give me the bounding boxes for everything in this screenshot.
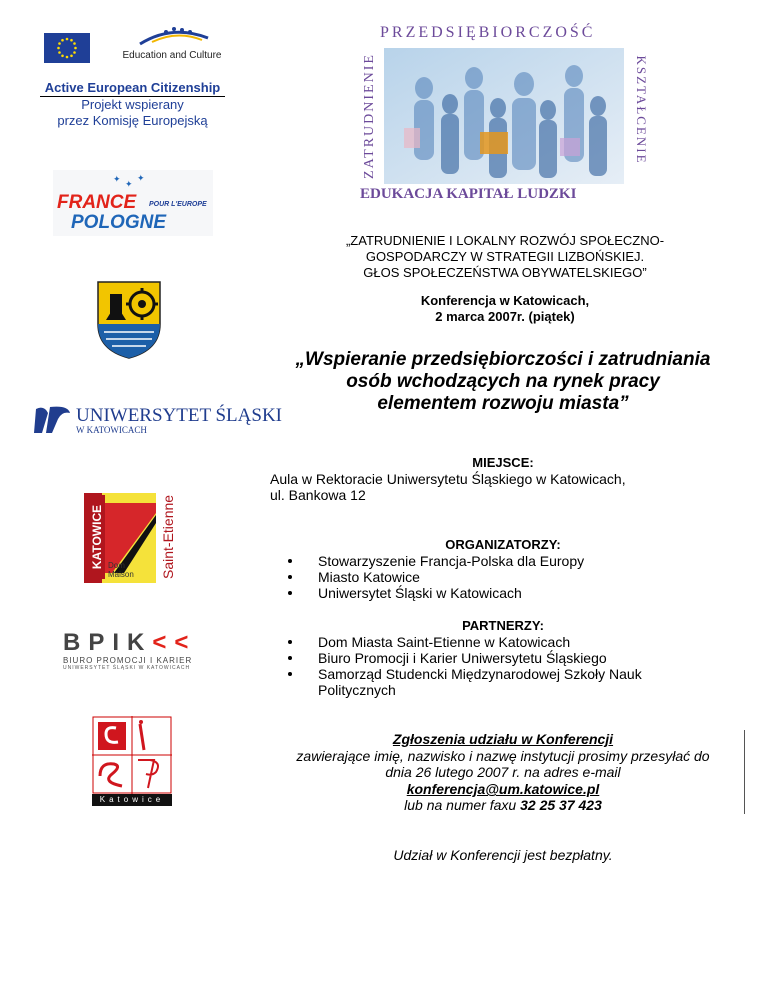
list-item (272, 569, 732, 585)
bullet-icon (288, 640, 292, 644)
katowice-crest-icon (96, 280, 162, 360)
eu-flag-logo (44, 33, 90, 63)
bullet-icon (288, 575, 292, 579)
crowd-illustration (384, 48, 624, 184)
eu-support-line: Projekt wspierany (81, 97, 184, 112)
active-european-citizenship-title: Active European Citizenship (40, 80, 225, 97)
registration-instructions (262, 748, 744, 780)
partners-list (272, 634, 702, 698)
dom-maison-text (108, 561, 134, 579)
conference-program-title (290, 233, 720, 281)
katowice-crest-logo (96, 280, 162, 360)
education-culture-caption: Education and Culture (122, 50, 222, 61)
poster-top-word: PRZEDSIĘBIORCZOŚĆ (380, 24, 596, 41)
kapital-ludzki-poster (360, 22, 648, 204)
dom-saint-etienne-logo (84, 493, 188, 583)
place-street: ul. Bankowa 12 (270, 487, 366, 503)
place-venue: Aula w Rektoracie Uniwersytetu Śląskiego w Katowicach, (270, 471, 626, 487)
bird-icon: ✦ (113, 174, 121, 184)
fax-number: 32 25 37 423 (520, 797, 602, 813)
pologne-text: POLOGNE (71, 212, 167, 233)
conference-location-line: Konferencja w Katowicach, (420, 293, 590, 308)
bpik-subtitle: BIURO PROMOCJI I KARIER (63, 656, 193, 665)
eu-support-note (40, 97, 225, 129)
pour-europe-text: POUR L'EUROPE (149, 201, 207, 208)
uniwersytet-slaski-logo (32, 403, 283, 437)
partner-name: Biuro Promocji i Karier Uniwersytetu Śląskiego (318, 650, 607, 666)
bpik-logo (53, 629, 213, 671)
eu-support-line: przez Komisję Europejską (57, 113, 208, 128)
partner-name: Samorząd Studencki Międzynarodowej Szkoły Nauk Politycznych (318, 666, 642, 698)
bpik-letters (63, 629, 196, 657)
organizer-name: Stowarzyszenie Francja-Polska dla Europy (318, 553, 585, 569)
katowice-vertical-text: KATOWICE (89, 495, 105, 579)
registration-fax (262, 797, 744, 813)
list-item (272, 650, 702, 666)
bird-icon: ✦ (125, 179, 133, 189)
list-item (272, 553, 732, 569)
fax-prefix: lub na numer faxu (404, 797, 521, 813)
list-item (272, 585, 732, 601)
partner-name: Dom Miasta Saint-Etienne w Katowicach (318, 634, 571, 650)
education-culture-logo (122, 22, 222, 66)
program-title-line: „ZATRUDNIENIE I LOKALNY ROZWÓJ SPOŁECZNO- (345, 233, 665, 248)
conference-date (290, 293, 720, 325)
conference-headline (262, 349, 744, 415)
list-item (272, 634, 702, 650)
cisp-emblem-icon (92, 716, 172, 794)
free-participation-note: Udział w Konferencji jest bezpłatny. (393, 847, 613, 863)
poster-bottom-words: EDUKACJA KAPITAŁ LUDZKI (360, 186, 577, 202)
place-label: MIEJSCE: (472, 455, 534, 470)
program-title-line: GOSPODARCZY W STRATEGII LIZBOŃSKIEJ. (365, 249, 645, 264)
bullet-icon (288, 656, 292, 660)
headline-line: osób wchodzących na rynek pracy (346, 371, 660, 392)
education-swoosh-icon (122, 22, 222, 50)
bird-icon: ✦ (137, 173, 145, 183)
uniwersytet-city: W KATOWICACH (76, 425, 147, 435)
program-title-line: GŁOS SPOŁECZEŃSTWA OBYWATELSKIEGO” (363, 265, 647, 280)
registration-line: zawierające imię, nazwisko i nazwę instytucji prosimy przesyłać do (296, 748, 710, 764)
dom-text: Dom (108, 561, 125, 570)
france-pologne-logo (53, 170, 213, 236)
maison-text: Maison (108, 570, 134, 579)
bpik-main-text: BPIK (63, 629, 153, 656)
bpik-arrows-icon: << (152, 629, 197, 656)
registration-title: Zgłoszenia udziału w Konferencji (392, 731, 614, 747)
bullet-icon (288, 591, 292, 595)
france-text: FRANCE (57, 192, 137, 213)
eu-stars-icon (44, 33, 90, 63)
organizer-name: Miasto Katowice (318, 569, 420, 585)
headline-line: „Wspieranie przedsiębiorczości i zatrudniania (295, 349, 711, 370)
registration-line: dnia 26 lutego 2007 r. na adres e-mail (385, 764, 621, 780)
organizers-label: ORGANIZATORZY: (445, 537, 561, 552)
conference-date-line: 2 marca 2007r. (piątek) (435, 309, 575, 324)
organizer-name: Uniwersytet Śląski w Katowicach (318, 585, 522, 601)
registration-email-link[interactable]: konferencja@um.katowice.pl (406, 781, 600, 797)
headline-line: elementem rozwoju miasta” (377, 393, 629, 414)
place-address (270, 471, 710, 503)
cisp-logo (92, 716, 172, 808)
cisp-katowice-text: Katowice (92, 794, 172, 806)
bullet-icon (288, 559, 292, 563)
saint-etienne-vertical-text: Saint-Etienne (160, 494, 176, 579)
poster-right-word: KSZTAŁCENIE (634, 55, 649, 165)
list-item (272, 666, 702, 698)
organizers-list (272, 553, 732, 601)
uniwersytet-name: UNIWERSYTET ŚLĄSKI (76, 405, 283, 426)
partners-label: PARTNERZY: (462, 618, 544, 633)
bullet-icon (288, 672, 292, 676)
poster-left-word: ZATRUDNIENIE (362, 53, 377, 179)
bpik-subtitle-small: UNIWERSYTET ŚLĄSKI W KATOWICACH (63, 665, 191, 671)
uniwersytet-emblem-icon (32, 403, 72, 437)
